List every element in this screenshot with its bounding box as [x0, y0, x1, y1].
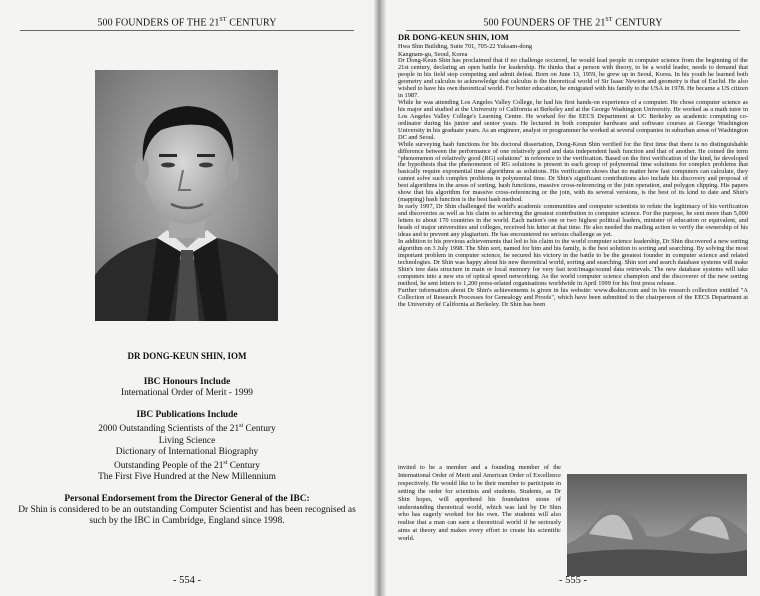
- running-header: 500 FOUNDERS OF THE 21ST CENTURY: [483, 17, 663, 29]
- biography-paragraph: While he was attending Los Angeles Valley College, he had his first hands-on experience of a computer. He chose computer science as his major and studied at the University of California at Berkeley and at the George Washington University. He worked as a math tutor in Los Angeles Valley College's Learning Centre. He worked for the EECS Department at UC Berkeley as academic computing co-ordinator during his junior and senior years. He lectured in both computer hardware and software courses at George Washington University in his graduate years. As an engineer, analyst or programmer he worked at several companies in suburban areas of Washington DC and Seoul.: [398, 98, 748, 141]
- landscape-photo: [567, 474, 747, 576]
- biography-paragraph: invited to be a member and a founding member of the International Order of Merit and American Order of Excellence respectively. He would like to be their member to participate in setting the order for scientists and students. Students, as Dr Shin hopes, will apprehend his foundation stone of understanding theoretical world, which was laid by Dr Shin who has eagerly worked for his own. The students will also realise that a man can earn a theoretical world if he seriously aims at theory and makes every effort to create his scientific world.: [398, 464, 561, 543]
- biography-narrow-column: [398, 464, 561, 543]
- biography-paragraph: Further information about Dr Shin's achievements is given in his website: www.dkshin.com and in his research collection entitled "A Collection of Research Processes for Genealogy and Proofs", which have been submitted to the chairperson of the EECS Department at the University of California at Berkeley. Dr Shin has been: [398, 286, 748, 308]
- biography-paragraph: In early 1997, Dr Shin challenged the world's academic communities and computer scientists to refute the legitimacy of his verification and discoveries as well as his claim to achieving the greatest contribution to computer science. For the purpose, he sent more than 5,000 letters to about 170 countries in the world. Each nation's one or two highest political leaders, minister of education or equivalent, and heads of major universities and colleges, received his letter at that time. He also needed the mailing action to verify the ownership of his ideas and to prevent any plagiarism. He has encountered no serious challenge as yet.: [398, 203, 748, 239]
- publication-item: The First Five Hundred at the New Millennium: [98, 472, 276, 483]
- endorsement-heading: Personal Endorsement from the Director General of the IBC:: [64, 494, 310, 504]
- right-page: [386, 0, 760, 596]
- publications-heading: IBC Publications Include: [136, 410, 238, 420]
- book-gutter: [374, 0, 386, 596]
- endorsement-section: [0, 494, 374, 528]
- honours-section: [0, 377, 374, 399]
- biography-paragraph: While surveying hash functions for his doctoral dissertation, Dong-Keun Shin verified for the first time that there is no distinguishable difference between the performance of one relatively good and data independent hash function and that of another. He coined the term "phenomenon of relatively good (RG) solutions" in reference to the verification. Based on the first verification of the kind, he developed the hypothesis that the phenomenon of RG solutions is present in each group of polynomial time solutions for complex problems that basically require exponential time algorithms as solutions. His verification shows that no matter how fast computers can calculate, they cannot solve such complex problems in polynomial time. Dr Shin's significant contributions also include his discovery and proposal of best algorithms in the areas of sorting, hash functions, massive cross-referencing or the join operation, and polygon clipping. His papers show that his algorithm for massive cross-referencing or the join, with its several versions, is the best of its kind to date and Shin's (mapping) hash function is the best hash method.: [398, 140, 748, 204]
- biography-paragraph: In addition to his previous achievements that led to his claim to the world computer science leadership, Dr Shin discovered a new sorting algorithm on 3 July 1998. The Shin sort, named for him and his family, is the best solution to sorting and searching. By solving the most important problem in computer science, he secured his victory in the battle to be the greatest founder in computer science and related technologies. Dr Shin was happy about his new theoretical world, sorting and searching. Shin sort and search database systems will make Shin's tree data structure in main or local memory for very fast text/image/sound data retrievals. The new database systems will take computers into a new era of optical speed networking. As the world computer science champion and the discoverer of the new sorting method, he sent letters to 1,200 press-related organisations worldwide in April 1999 for his first press release.: [398, 237, 748, 287]
- publication-item: Living Science: [158, 435, 216, 446]
- publications-section: [0, 410, 374, 483]
- honours-heading: IBC Honours Include: [143, 377, 231, 387]
- address-line: Hwa Shin Building, Suite 701, 705-22 Yuksam-dong: [398, 43, 533, 50]
- biography-body: [398, 33, 748, 309]
- portrait-photo: [95, 70, 278, 321]
- page-number: - 555 -: [559, 575, 587, 586]
- publication-item: 2000 Outstanding Scientists of the 21st Century: [98, 423, 276, 435]
- page-number: - 554 -: [173, 575, 201, 586]
- left-page: [0, 0, 374, 596]
- running-header: 500 FOUNDERS OF THE 21ST CENTURY: [97, 17, 277, 29]
- endorsement-line: such by the IBC in Cambridge, England since 1998.: [89, 516, 285, 527]
- honours-item: International Order of Merit - 1999: [121, 388, 253, 399]
- biography-title: DR DONG-KEUN SHIN, IOM: [398, 33, 509, 42]
- header-rule: [406, 30, 740, 31]
- biography-paragraph: Dr Dong-Keun Shin has proclaimed that if no challenge occurred, he would lead people in computer science from the beginning of the 21st century, declaring an open battle for leadership. He thinks that a person with theory, to be a world leader, needs to demand that people in his field stop competing and admit defeat. Born on June 13, 1959, he grew up in Seoul, Korea. In his youth he learned both geometry and calculus to acknowledge that calculus is the theoretical world of Sir Isaac Newton and geometry is that of Euclid. He also wished to have his own theoretical world. For better education, he emigrated with his family to the USA in 1978. He became a US citizen in 1987.: [398, 57, 748, 99]
- header-rule: [20, 30, 354, 31]
- address-line: Kangnam-gu, Seoul, Korea: [398, 50, 468, 58]
- publication-item: Outstanding People of the 21st Century: [114, 459, 260, 472]
- endorsement-line: Dr Shin is considered to be an outstanding Computer Scientist and has been recognised as: [18, 505, 356, 516]
- publication-item: Dictionary of International Biography: [115, 446, 259, 457]
- portrait-caption: DR DONG-KEUN SHIN, IOM: [127, 351, 247, 361]
